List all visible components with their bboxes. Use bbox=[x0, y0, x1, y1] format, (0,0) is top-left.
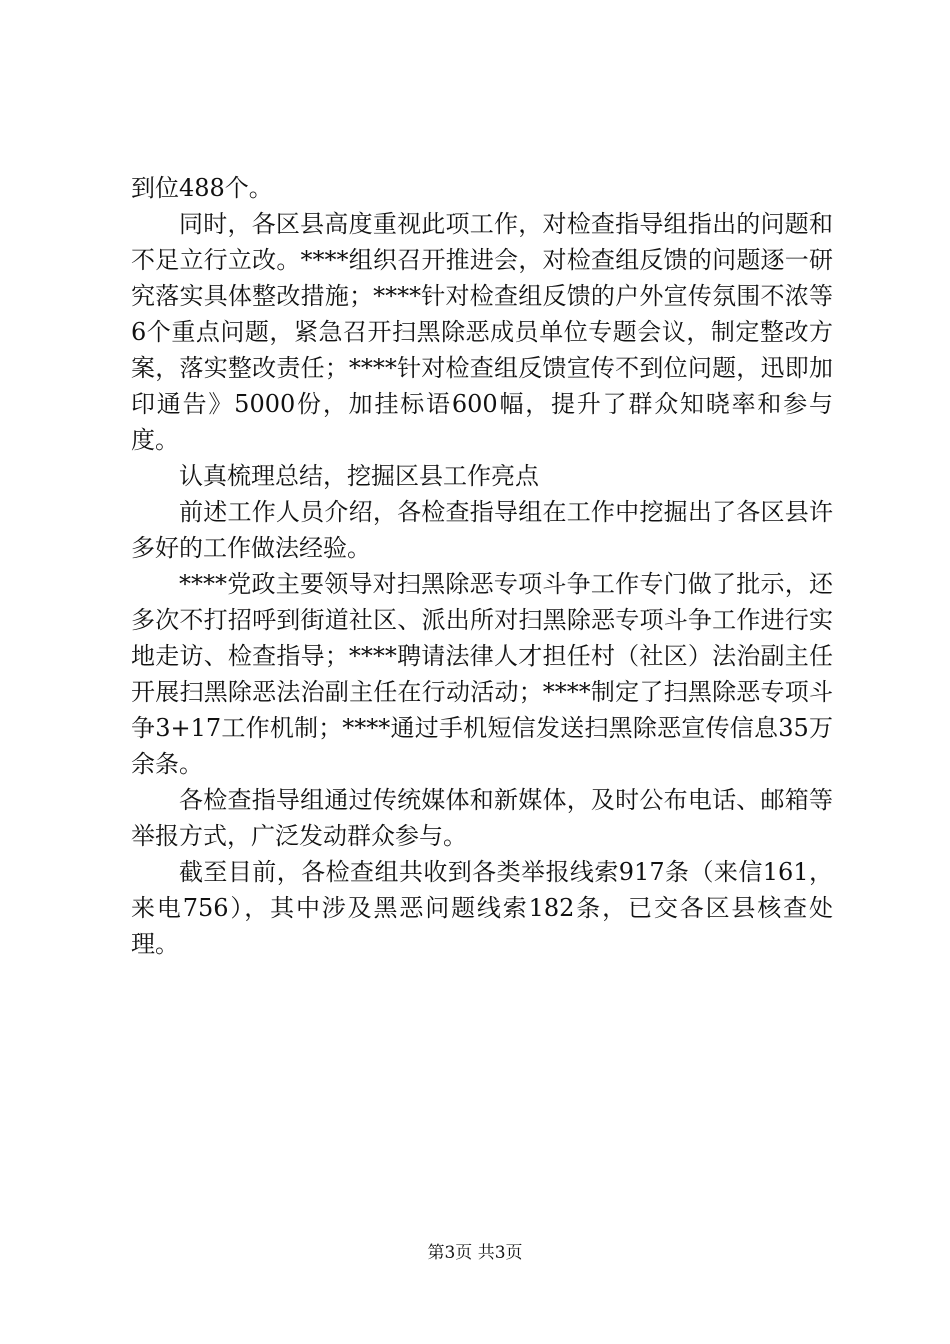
paragraph-2: 同时，各区县高度重视此项工作，对检查指导组指出的问题和不足立行立改。****组织召开推进会，对检查组反馈的问题逐一研究落实具体整改措施；****针对检查组反馈的户外宣传氛围不浓等6个重点问题，紧急召开扫黑除恶成员单位专题会议，制定整改方案，落实整改责任；****针对检查组反馈宣传不到位问题，迅即加印通告》5000份，加挂标语600幅，提升了群众知晓率和参与度。 bbox=[131, 210, 833, 454]
paragraph-6: 截至目前，各检查组共收到各类举报线索917条（来信161，来电756），其中涉及黑恶问题线索182条，已交各区县核查处理。 bbox=[131, 858, 833, 958]
page-footer: 第3页 共3页 bbox=[427, 1243, 523, 1263]
paragraph-5: 各检查指导组通过传统媒体和新媒体，及时公布电话、邮箱等举报方式，广泛发动群众参与。 bbox=[131, 786, 833, 850]
paragraph-4: ****党政主要领导对扫黑除恶专项斗争工作专门做了批示，还多次不打招呼到街道社区、派出所对扫黑除恶专项斗争工作进行实地走访、检查指导；****聘请法律人才担任村（社区）法治副主任开展扫黑除恶法治副主任在行动活动；****制定了扫黑除恶专项斗争3+17工作机制；****通过手机短信发送扫黑除恶宣传信息35万余条。 bbox=[131, 570, 833, 778]
document-body bbox=[131, 170, 833, 962]
paragraph-3: 前述工作人员介绍，各检查指导组在工作中挖掘出了各区县许多好的工作做法经验。 bbox=[131, 498, 833, 562]
paragraph-1: 到位488个。 bbox=[131, 174, 273, 202]
section-heading: 认真梳理总结，挖掘区县工作亮点 bbox=[179, 462, 539, 490]
